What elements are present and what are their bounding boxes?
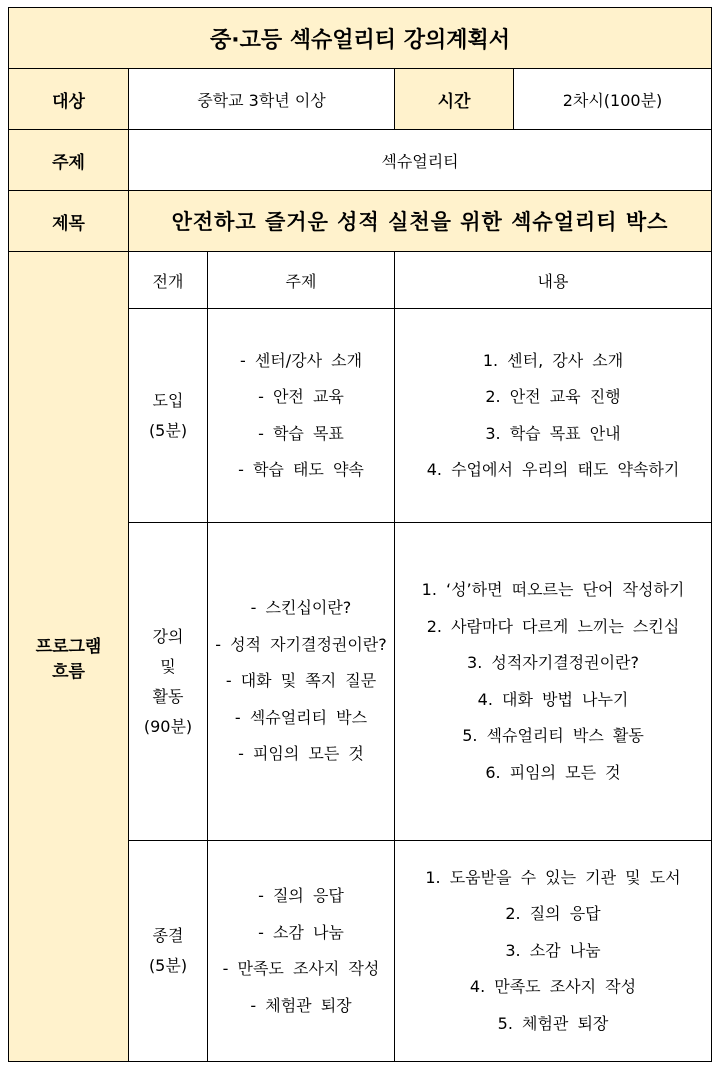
topic-item: - 학습 목표 [258,423,344,443]
content-item: 1. 도움받을 수 있는 기관 및 도서 [425,867,681,887]
phase-topics [208,523,395,841]
program-flow-label [9,252,129,1062]
topic-item: - 성적 자기결정권이란? [215,634,387,654]
phase-name: 강의 [152,626,184,646]
topic-item: - 체험관 퇴장 [250,995,352,1015]
subject-label: 제목 [9,191,129,252]
topic-item: - 피임의 모든 것 [238,744,364,764]
phase-name: 도입 [152,390,184,410]
phase-name: 종결 [152,926,184,945]
phase-duration: (5분) [148,956,188,975]
phase-name-line2: 및 [160,656,176,676]
phase-topics [208,309,395,523]
document-title: 중·고등 섹슈얼리티 강의계획서 [9,8,712,69]
topic-item: - 안전 교육 [258,387,344,406]
subject-value: 안전하고 즐거운 성적 실천을 위한 섹슈얼리티 박스 [129,191,712,252]
content-item: 2. 안전 교육 진행 [485,387,621,406]
content-item: 5. 체험관 퇴장 [497,1013,609,1033]
content-item: 3. 소감 나눔 [505,940,601,960]
topic-value: 섹슈얼리티 [129,130,712,191]
topic-item: - 대화 및 쪽지 질문 [225,671,377,691]
topic-column-header: 주제 [208,252,395,309]
topic-item: - 학습 태도 약속 [238,460,364,479]
program-flow-label-line1: 프로그램 [35,636,102,657]
phase-cell [129,523,208,841]
phase-contents [395,523,712,841]
phase-topics [208,841,395,1062]
lecture-plan-table [8,7,712,1062]
content-item: 3. 학습 목표 안내 [485,423,621,443]
content-item: 3. 성적자기결정권이란? [467,653,639,672]
content-item: 6. 피임의 모든 것 [485,762,621,782]
phase-cell [129,841,208,1062]
content-item: 5. 섹슈얼리티 박스 활동 [462,726,644,745]
phase-duration: (90분) [143,716,193,736]
time-value: 2차시(100분) [514,69,712,130]
content-item: 1. 센터, 강사 소개 [482,350,624,370]
topic-label: 주제 [9,130,129,191]
phase-name-line3: 활동 [152,686,184,706]
content-item: 2. 질의 응답 [505,904,601,924]
content-item: 4. 대화 방법 나누기 [477,689,629,709]
target-label: 대상 [9,69,129,130]
phase-duration: (5분) [148,420,188,440]
phase-contents [395,309,712,523]
phase-column-header: 전개 [129,252,208,309]
time-label: 시간 [395,69,514,130]
topic-item: - 만족도 조사지 작성 [222,959,380,978]
content-item: 2. 사람마다 다르게 느끼는 스킨십 [426,616,680,636]
content-column-header: 내용 [395,252,712,309]
phase-cell [129,309,208,523]
phase-contents [395,841,712,1062]
content-item: 4. 만족도 조사지 작성 [469,977,637,997]
topic-item: - 스킨십이란? [250,598,352,618]
topic-item: - 섹슈얼리티 박스 [234,707,368,727]
topic-item: - 센터/강사 소개 [239,350,363,370]
content-item: 1. ‘성’하면 떠오르는 단어 작성하기 [421,580,685,599]
content-item: 4. 수업에서 우리의 태도 약속하기 [426,460,680,479]
topic-item: - 질의 응답 [258,886,344,905]
target-value: 중학교 3학년 이상 [129,69,395,130]
program-flow-label-line2: 흐름 [52,661,85,682]
topic-item: - 소감 나눔 [258,922,344,942]
